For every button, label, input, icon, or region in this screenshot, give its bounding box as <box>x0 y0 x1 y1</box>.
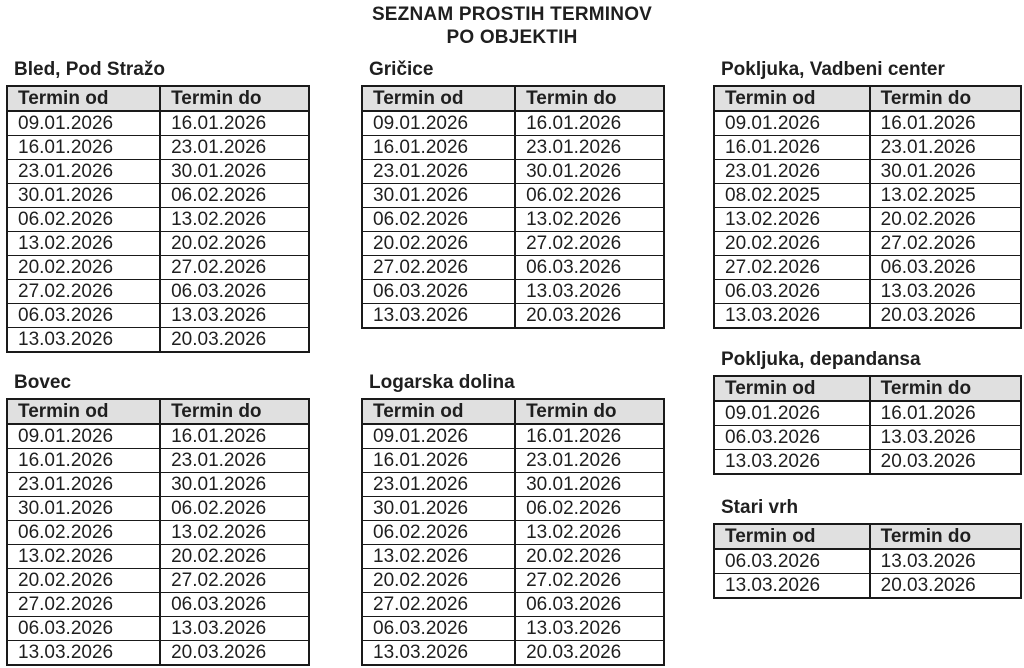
termin-od-cell: 27.02.2026 <box>362 593 515 617</box>
termin-do-cell: 06.03.2026 <box>515 593 664 617</box>
table-row <box>714 111 1021 136</box>
termin-od-cell: 09.01.2026 <box>7 424 160 449</box>
header-row <box>714 86 1021 111</box>
facility-name: Bled, Pod Stražo <box>14 59 165 80</box>
termin-od-cell: 27.02.2026 <box>7 280 160 304</box>
termin-od-cell: 30.01.2026 <box>362 184 515 208</box>
table-row <box>7 545 309 569</box>
page-title <box>0 3 1024 49</box>
termin-od-cell: 13.02.2026 <box>7 545 160 569</box>
page-title-line2: PO OBJEKTIH <box>446 27 578 48</box>
termin-do-cell: 27.02.2026 <box>515 569 664 593</box>
page-title-line1: SEZNAM PROSTIH TERMINOV <box>371 4 653 25</box>
table-row <box>362 545 664 569</box>
termin-od-cell: 06.03.2026 <box>362 617 515 641</box>
table-row <box>714 304 1021 329</box>
termin-do-cell: 13.03.2026 <box>870 280 1021 304</box>
table-row <box>7 160 309 184</box>
termin-table <box>6 85 310 353</box>
table-row <box>7 569 309 593</box>
header-row <box>362 399 664 424</box>
termin-do-cell: 30.01.2026 <box>160 473 309 497</box>
termin-table <box>361 85 665 329</box>
termin-od-cell: 23.01.2026 <box>7 473 160 497</box>
termin-do-cell: 27.02.2026 <box>870 232 1021 256</box>
termin-od-cell: 20.02.2026 <box>7 256 160 280</box>
termin-do-cell: 06.03.2026 <box>870 256 1021 280</box>
termin-do-cell: 20.03.2026 <box>160 328 309 353</box>
termin-do-cell: 30.01.2026 <box>160 160 309 184</box>
facility-name: Gričice <box>369 59 434 80</box>
termin-do-cell: 23.01.2026 <box>870 136 1021 160</box>
termin-do-cell: 20.02.2026 <box>160 545 309 569</box>
termin-do-cell: 20.03.2026 <box>870 450 1021 475</box>
table-row <box>362 184 664 208</box>
col-header-termin-do: Termin do <box>515 86 664 111</box>
table-row <box>714 208 1021 232</box>
termin-od-cell: 23.01.2026 <box>714 160 870 184</box>
termin-do-cell: 13.03.2026 <box>160 304 309 328</box>
table-row <box>7 328 309 353</box>
table-row <box>362 304 664 329</box>
termin-od-cell: 30.01.2026 <box>7 497 160 521</box>
table-row <box>7 449 309 473</box>
table-row <box>362 256 664 280</box>
table-row <box>362 111 664 136</box>
table-row <box>362 208 664 232</box>
termin-od-cell: 09.01.2026 <box>714 401 870 426</box>
col-header-termin-od: Termin od <box>714 376 870 401</box>
header-row <box>714 376 1021 401</box>
termin-do-cell: 06.02.2026 <box>160 184 309 208</box>
table-row <box>362 521 664 545</box>
termin-do-cell: 16.01.2026 <box>515 111 664 136</box>
termin-od-cell: 06.03.2026 <box>362 280 515 304</box>
table-row <box>362 641 664 666</box>
table-row <box>7 593 309 617</box>
termin-do-cell: 16.01.2026 <box>870 111 1021 136</box>
termin-do-cell: 27.02.2026 <box>160 256 309 280</box>
col-header-termin-od: Termin od <box>362 86 515 111</box>
table-row <box>362 232 664 256</box>
table-row <box>714 426 1021 450</box>
termin-do-cell: 23.01.2026 <box>515 136 664 160</box>
termin-od-cell: 27.02.2026 <box>7 593 160 617</box>
termin-od-cell: 27.02.2026 <box>362 256 515 280</box>
termin-do-cell: 06.02.2026 <box>515 497 664 521</box>
termin-table <box>713 375 1022 475</box>
table-row <box>714 184 1021 208</box>
table-row <box>7 473 309 497</box>
termin-od-cell: 06.03.2026 <box>7 617 160 641</box>
termin-do-cell: 16.01.2026 <box>870 401 1021 426</box>
termin-do-cell: 13.02.2026 <box>160 521 309 545</box>
termin-od-cell: 06.02.2026 <box>362 208 515 232</box>
termin-do-cell: 20.03.2026 <box>515 641 664 666</box>
table-row <box>362 569 664 593</box>
table-row <box>7 641 309 666</box>
termin-od-cell: 13.03.2026 <box>714 304 870 329</box>
termin-od-cell: 09.01.2026 <box>362 424 515 449</box>
termin-od-cell: 23.01.2026 <box>362 160 515 184</box>
facility-name: Pokljuka, depandansa <box>721 349 921 370</box>
col-header-termin-do: Termin do <box>870 86 1021 111</box>
facility-section-gricice <box>361 60 665 329</box>
facility-section-bled-pod-strazo <box>6 60 310 353</box>
termin-do-cell: 06.03.2026 <box>160 280 309 304</box>
termin-od-cell: 23.01.2026 <box>362 473 515 497</box>
table-row <box>362 473 664 497</box>
termin-od-cell: 16.01.2026 <box>362 136 515 160</box>
table-row <box>362 593 664 617</box>
table-row <box>362 160 664 184</box>
termin-od-cell: 27.02.2026 <box>714 256 870 280</box>
termin-od-cell: 06.03.2026 <box>714 280 870 304</box>
facility-section-logarska-dolina <box>361 373 665 666</box>
facility-section-bovec <box>6 373 310 666</box>
termin-od-cell: 13.03.2026 <box>714 574 870 599</box>
termin-od-cell: 30.01.2026 <box>362 497 515 521</box>
termin-do-cell: 30.01.2026 <box>515 160 664 184</box>
facility-name: Logarska dolina <box>369 372 515 393</box>
termin-od-cell: 16.01.2026 <box>7 449 160 473</box>
table-row <box>714 136 1021 160</box>
termin-do-cell: 13.03.2026 <box>870 426 1021 450</box>
table-row <box>362 617 664 641</box>
termin-do-cell: 23.01.2026 <box>160 136 309 160</box>
table-row <box>7 497 309 521</box>
header-row <box>7 399 309 424</box>
table-row <box>7 208 309 232</box>
termin-od-cell: 06.03.2026 <box>714 426 870 450</box>
termin-od-cell: 09.01.2026 <box>714 111 870 136</box>
col-header-termin-do: Termin do <box>870 524 1021 549</box>
termin-table <box>713 85 1022 329</box>
termin-od-cell: 13.03.2026 <box>7 641 160 666</box>
col-header-termin-od: Termin od <box>7 399 160 424</box>
termin-do-cell: 23.01.2026 <box>515 449 664 473</box>
table-row <box>714 401 1021 426</box>
termin-od-cell: 09.01.2026 <box>7 111 160 136</box>
table-row <box>7 304 309 328</box>
termin-do-cell: 13.03.2026 <box>870 549 1021 574</box>
table-row <box>7 617 309 641</box>
col-header-termin-od: Termin od <box>714 524 870 549</box>
facility-section-stari-vrh <box>713 498 1022 599</box>
termin-do-cell: 20.02.2026 <box>870 208 1021 232</box>
table-row <box>714 280 1021 304</box>
termin-od-cell: 06.02.2026 <box>7 521 160 545</box>
termin-od-cell: 30.01.2026 <box>7 184 160 208</box>
col-header-termin-do: Termin do <box>515 399 664 424</box>
table-row <box>714 450 1021 475</box>
termin-do-cell: 16.01.2026 <box>160 111 309 136</box>
termin-od-cell: 13.03.2026 <box>362 304 515 329</box>
termin-od-cell: 13.02.2026 <box>362 545 515 569</box>
facility-section-pokljuka-vadbeni-center <box>713 60 1022 329</box>
termin-od-cell: 06.02.2026 <box>7 208 160 232</box>
table-row <box>7 521 309 545</box>
termin-do-cell: 30.01.2026 <box>870 160 1021 184</box>
table-row <box>714 574 1021 599</box>
termin-do-cell: 13.02.2026 <box>160 208 309 232</box>
termin-do-cell: 13.03.2026 <box>160 617 309 641</box>
termin-od-cell: 20.02.2026 <box>362 569 515 593</box>
termin-od-cell: 16.01.2026 <box>7 136 160 160</box>
table-row <box>714 549 1021 574</box>
termin-table <box>361 398 665 666</box>
termin-od-cell: 20.02.2026 <box>7 569 160 593</box>
table-row <box>7 184 309 208</box>
table-row <box>7 136 309 160</box>
facility-name: Pokljuka, Vadbeni center <box>721 59 945 80</box>
termin-do-cell: 16.01.2026 <box>515 424 664 449</box>
termin-do-cell: 20.03.2026 <box>870 304 1021 329</box>
termin-od-cell: 16.01.2026 <box>362 449 515 473</box>
table-row <box>714 256 1021 280</box>
facility-section-pokljuka-depandansa <box>713 350 1022 475</box>
termin-od-cell: 20.02.2026 <box>362 232 515 256</box>
header-row <box>362 86 664 111</box>
termin-od-cell: 20.02.2026 <box>714 232 870 256</box>
termin-do-cell: 06.03.2026 <box>515 256 664 280</box>
termin-do-cell: 27.02.2026 <box>160 569 309 593</box>
col-header-termin-do: Termin do <box>870 376 1021 401</box>
termin-do-cell: 20.02.2026 <box>515 545 664 569</box>
termin-od-cell: 06.03.2026 <box>7 304 160 328</box>
termin-do-cell: 13.02.2026 <box>515 208 664 232</box>
table-row <box>7 232 309 256</box>
facility-name: Stari vrh <box>721 497 799 518</box>
termin-do-cell: 20.02.2026 <box>160 232 309 256</box>
termin-od-cell: 13.03.2026 <box>714 450 870 475</box>
col-header-termin-do: Termin do <box>160 86 309 111</box>
termin-table <box>6 398 310 666</box>
col-header-termin-od: Termin od <box>362 399 515 424</box>
facility-name: Bovec <box>14 372 72 393</box>
termin-od-cell: 16.01.2026 <box>714 136 870 160</box>
col-header-termin-od: Termin od <box>7 86 160 111</box>
table-row <box>7 280 309 304</box>
table-row <box>362 280 664 304</box>
termin-do-cell: 27.02.2026 <box>515 232 664 256</box>
header-row <box>714 524 1021 549</box>
termin-do-cell: 20.03.2026 <box>515 304 664 329</box>
termin-do-cell: 06.03.2026 <box>160 593 309 617</box>
col-header-termin-do: Termin do <box>160 399 309 424</box>
header-row <box>7 86 309 111</box>
termin-do-cell: 30.01.2026 <box>515 473 664 497</box>
termin-do-cell: 06.02.2026 <box>160 497 309 521</box>
termin-od-cell: 06.02.2026 <box>362 521 515 545</box>
termin-do-cell: 23.01.2026 <box>160 449 309 473</box>
termin-do-cell: 13.02.2025 <box>870 184 1021 208</box>
table-row <box>362 424 664 449</box>
termin-od-cell: 08.02.2025 <box>714 184 870 208</box>
termin-od-cell: 13.02.2026 <box>714 208 870 232</box>
termin-do-cell: 20.03.2026 <box>870 574 1021 599</box>
termin-od-cell: 06.03.2026 <box>714 549 870 574</box>
termin-do-cell: 16.01.2026 <box>160 424 309 449</box>
table-row <box>7 424 309 449</box>
table-row <box>362 449 664 473</box>
table-row <box>362 136 664 160</box>
termin-do-cell: 13.02.2026 <box>515 521 664 545</box>
termin-do-cell: 13.03.2026 <box>515 617 664 641</box>
table-row <box>714 232 1021 256</box>
termin-od-cell: 09.01.2026 <box>362 111 515 136</box>
termin-od-cell: 13.02.2026 <box>7 232 160 256</box>
table-row <box>7 111 309 136</box>
col-header-termin-od: Termin od <box>714 86 870 111</box>
termin-od-cell: 23.01.2026 <box>7 160 160 184</box>
termin-do-cell: 13.03.2026 <box>515 280 664 304</box>
table-row <box>7 256 309 280</box>
termin-do-cell: 20.03.2026 <box>160 641 309 666</box>
termin-od-cell: 13.03.2026 <box>7 328 160 353</box>
termin-od-cell: 13.03.2026 <box>362 641 515 666</box>
table-row <box>362 497 664 521</box>
table-row <box>714 160 1021 184</box>
termin-table <box>713 523 1022 599</box>
termin-do-cell: 06.02.2026 <box>515 184 664 208</box>
